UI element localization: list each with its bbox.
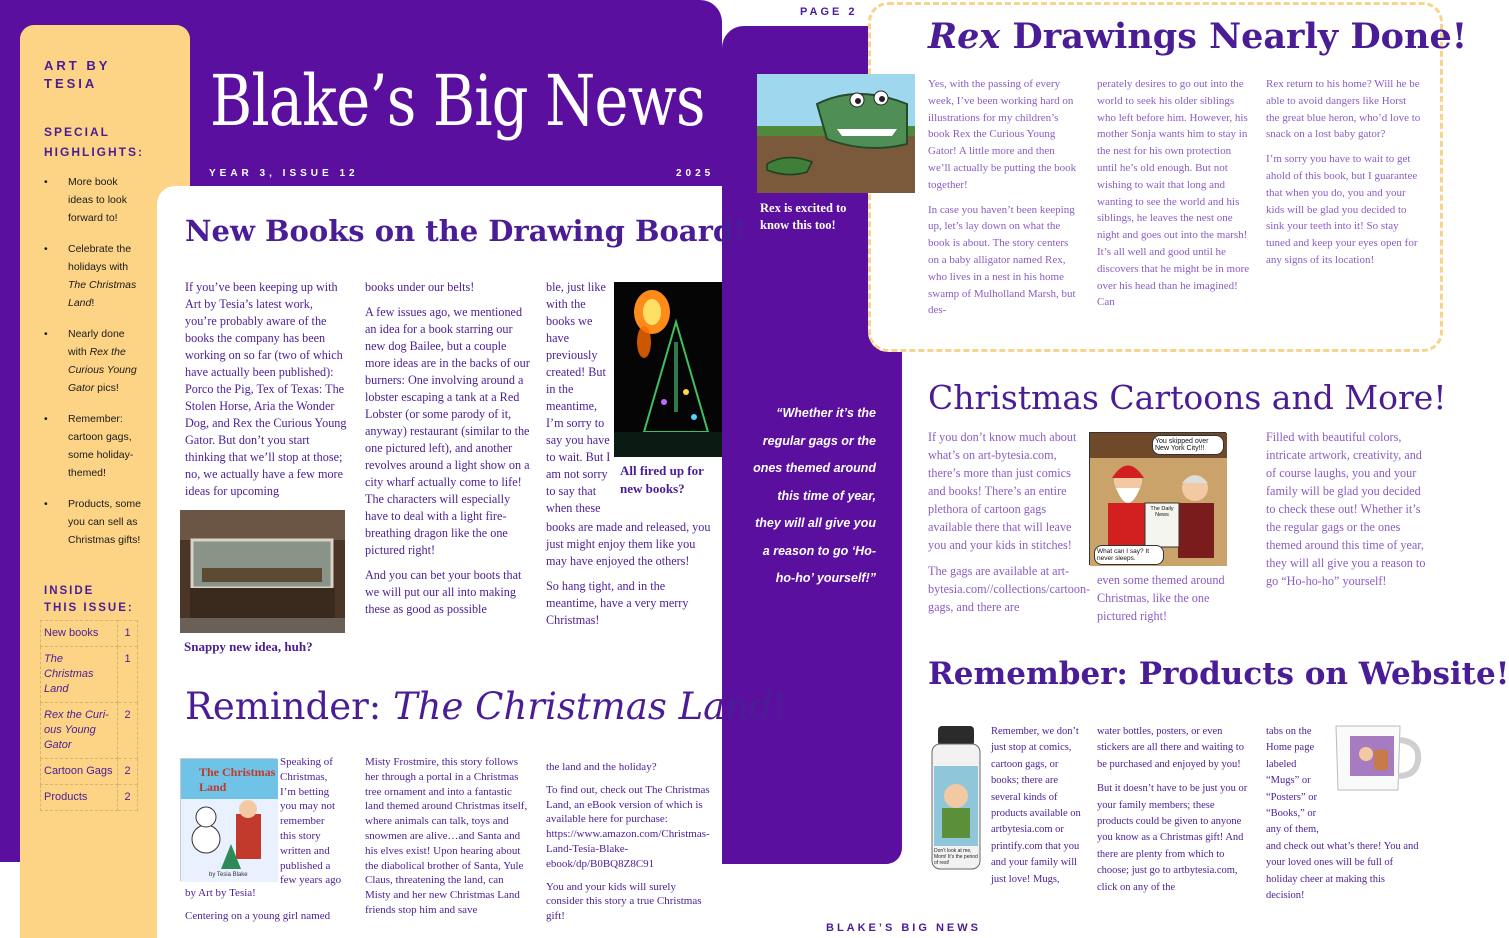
highlights-list <box>44 173 144 562</box>
toc-title[interactable]: Rex the Curi-ous Young Gator <box>41 703 118 759</box>
inside-heading-line-2: THIS ISSUE: <box>44 602 134 614</box>
article-paragraph: To find out, check out The Christmas Land, an eBook version of which is available here for purchase: https://www.amazon.com/Christmas-Land-Tesia-Blake-ebook/dp/B0BQ8Z8C91 <box>546 783 710 870</box>
rex-caption: Rex is excited to know this too! <box>760 201 847 232</box>
water-bottle-product <box>928 726 984 871</box>
article-column <box>185 886 345 932</box>
article-paragraph: Filled with beautiful colors, intricate artwork, creativity, and of course laughs, you and your family will be glad you decided to check these out! Whether it’s the regular gags or the ones themed around this time of year, they will all give you a reason to go “Ho-ho-ho” yourself! <box>1266 430 1426 588</box>
article-column <box>1266 839 1426 913</box>
highlight-item <box>44 173 144 227</box>
article-paragraph: and check out what’s there! You and your loved ones will be full of holiday cheer at making this decision! <box>1266 841 1419 902</box>
mug-product <box>1328 722 1423 794</box>
highlight-title: The Christmas Land <box>68 279 137 309</box>
article-heading-new-books: New Books on the Drawing Board! <box>185 214 746 248</box>
article-paragraph: even some themed around Christmas, like the one pictured right! <box>1097 573 1225 623</box>
highlights-heading <box>44 122 144 162</box>
article-paragraph: The gags are available at art-bytesia.com//collections/cartoon-gags, and there are <box>928 564 1091 614</box>
toc-row[interactable] <box>41 703 138 759</box>
article-column <box>185 279 347 508</box>
article-column <box>280 755 342 896</box>
christmas-land-book-cover <box>180 758 277 881</box>
article-paragraph: tabs on the Home page labeled “Mugs” or “Posters” or “Books,” or any of them, <box>1266 726 1319 836</box>
book-cover-author: by Tesia Blake <box>209 872 248 878</box>
article-paragraph: the land and the holiday? <box>546 761 657 773</box>
santa-cartoon-gag <box>1089 432 1226 565</box>
article-paragraph: If you don’t know much about what’s on art-bytesia.com, there’s more than just comics and books! There’s an entire plethora of cartoon gags available there that will leave you and your kids in stitches! <box>928 430 1077 552</box>
article-paragraph: Centering on a young girl named <box>185 909 331 922</box>
article-column <box>1097 571 1247 633</box>
toc-row[interactable] <box>41 621 138 647</box>
article-paragraph: Yes, with the passing of every week, I’ve been working hard on illustrations for my children’s book Rex the Curious Young Gator! A little more and then we’ll actually be putting the book together! <box>928 78 1077 191</box>
article-column <box>546 279 612 525</box>
highlight-text: Celebrate the holidays with <box>68 243 132 273</box>
article-column <box>928 76 1078 327</box>
highlight-title: Rex the Curious Young Gator <box>68 346 137 394</box>
article-column <box>365 755 530 926</box>
article-column <box>1266 76 1421 277</box>
lobster-tank-photo <box>180 510 345 633</box>
highlights-heading-line-1: SPECIAL <box>44 125 111 139</box>
inside-heading-line-1: INSIDE <box>44 585 95 597</box>
highlight-text: pics! <box>94 382 119 394</box>
article-paragraph: You and your kids will surely consider this story a true Christmas gift! <box>546 880 702 923</box>
toc-page: 1 <box>118 647 138 703</box>
article-column <box>546 519 711 637</box>
book-cover-title: The Christmas Land <box>199 765 276 794</box>
highlight-text: Products, some you can sell as Christmas gifts! <box>68 498 141 546</box>
issue-year: 2025 <box>676 168 715 179</box>
inside-heading <box>44 583 134 617</box>
comic-newspaper: The Daily News <box>1150 506 1174 518</box>
rex-gator-illustration <box>757 74 915 193</box>
highlight-text: Remember: cartoon gags, some holiday-themed! <box>68 413 134 479</box>
toc-page: 2 <box>118 785 138 811</box>
highlight-text: ! <box>91 297 95 309</box>
article-paragraph: books are made and released, you just might enjoy them like you may have enjoyed the others! <box>546 520 711 568</box>
article-column <box>928 428 1091 624</box>
brand-line-2: TESIA <box>44 76 98 91</box>
article-paragraph: A few issues ago, we mentioned an idea for a book starring our new dog Bailee, but a couple more ideas are in the backs of our burners: One involving around a lobster escaping a tank at a Red Lobster (or some parody of it, anyway) restaurant (similar to the one pictured left), and another revolves around a light show on a city wharf actually come to life! The characters will especially have to deal with a light fire-breathing dragon like the one pictured right! <box>365 305 530 557</box>
toc-page: 2 <box>118 703 138 759</box>
table-of-contents <box>40 620 138 811</box>
article-paragraph: But it doesn’t have to be just you or your family members; these products could be given to anyone you know as a Christmas gift! And there are plenty from which to choose; just go to artbytesia.com, click on any of the <box>1097 783 1248 893</box>
newsletter-title: Blake’s Big News <box>210 60 705 142</box>
issue-label: YEAR 3, ISSUE 12 <box>209 168 359 179</box>
heading-text: Drawings Nearly Done! <box>1000 16 1468 57</box>
article-paragraph: books under our belts! <box>365 280 475 294</box>
toc-page: 2 <box>118 759 138 785</box>
highlight-text: More book ideas to look forward to! <box>68 176 127 224</box>
heading-text: Reminder: <box>185 685 393 728</box>
heading-title: Rex <box>928 16 1001 57</box>
article-paragraph: perately desires to go out into the world to seek his older siblings who left before him. However, his mother Sonja wants him to stay in the nest for his own protection until he’s old enough. But not wishing to wait that long and wanting to see the world and his siblings, he leaves the nest one night and goes out into the marsh! It’s all well and good until he discovers that he might be in more over his head than he imagined! Can <box>1097 78 1250 309</box>
article-paragraph: ble, just like with the books we have previously created! But in the meantime, I’m sorry to say you have to wait. But I am not sorry to say that when these <box>546 280 611 515</box>
article-paragraph: by Art by Tesia! <box>185 887 256 899</box>
article-column <box>1266 724 1328 847</box>
article-column <box>1097 76 1252 319</box>
toc-row[interactable] <box>41 785 138 811</box>
toc-row[interactable] <box>41 647 138 703</box>
article-heading-rex <box>928 16 1467 57</box>
heading-text: ! <box>772 685 788 728</box>
highlight-item <box>44 495 144 549</box>
comic-speech-bubble: What can I say? It never sleeps. <box>1094 545 1164 565</box>
pull-quote: “Whether it’s the regular gags or the ones themed around this time of year, they will all give you a reason to go ‘Ho-ho-ho’ yourself!” <box>753 406 876 585</box>
toc-title[interactable]: Cartoon Gags <box>41 759 118 785</box>
highlight-item <box>44 325 144 397</box>
article-paragraph: If you’ve been keeping up with Art by Tesia’s latest work, you’re probably aware of the books the company has been working on so far (two of which have actually been published): Porco the Pig, Tex of Texas: The Stolen Horse, Aria the Wonder Dog, and Rex the Curious Young Gator. But don’t you start thinking that we’ll stop at those; no, we actually have a few more ideas for upcoming <box>185 280 347 498</box>
article-paragraph: Speaking of Christmas, I’m betting you may not remember this story written and published a few years ago <box>280 756 342 887</box>
highlight-item <box>44 240 144 312</box>
article-paragraph: So hang tight, and in the meantime, have a very merry Christmas! <box>546 579 689 627</box>
toc-title[interactable]: Products <box>41 785 118 811</box>
article-heading-cartoons: Christmas Cartoons and More! <box>928 378 1447 417</box>
article-paragraph: I’m sorry you have to wait to get ahold of this book, but I guarantee that when you do, you and your kids will be glad you decided to sink your teeth into it! So stay tuned and keep your eyes open for any signs of its location! <box>1266 153 1418 266</box>
article-paragraph: Remember, we don’t just stop at comics, cartoon gags, or books; there are several kinds of products available on artbytesia.com or printify.com that you and your family will just love! Mugs, <box>991 726 1081 885</box>
article-paragraph: water bottles, posters, or even stickers are all there and waiting to be purchased and enjoyed by you! <box>1097 726 1244 770</box>
toc-title[interactable]: New books <box>41 621 118 647</box>
fire-dragon-photo <box>614 282 722 457</box>
toc-row[interactable] <box>41 759 138 785</box>
article-paragraph: Misty Frostmire, this story follows her through a portal in a Christmas tree ornament and into a fantastic land themed around Christmas itself, where animals can talk, toys and snowmen are alive…and Santa and his elves exist! Upon hearing about the diabolical brother of Santa, Yule Claus, threatening the land, can Misty and her new Christmas Land friends stop him and save <box>365 756 528 916</box>
page-number: PAGE 2 <box>800 6 858 18</box>
toc-page: 1 <box>118 621 138 647</box>
comic-speech-bubble: You skipped over New York City!!! <box>1152 435 1224 455</box>
article-column <box>1266 428 1426 598</box>
article-heading-products: Remember: Products on Website! <box>928 656 1509 692</box>
article-paragraph: Rex return to his home? Will he be able to avoid dangers like Horst the great blue heron, who’d love to snack on a lost baby gator? <box>1266 78 1421 141</box>
highlights-heading-line-2: HIGHLIGHTS: <box>44 145 144 159</box>
bottle-caption-text: Don’t look at me, Mom! It’s the period of rest! <box>934 848 978 866</box>
brand-line-1: ART BY <box>44 58 111 73</box>
highlight-text: Nearly done with <box>68 328 125 358</box>
page-footer: BLAKE’S BIG NEWS <box>826 922 981 934</box>
article-column <box>991 724 1083 896</box>
article-paragraph: In case you haven’t been keeping up, let’s lay down on what the book is about. The story centers on a baby alligator named Rex, who lives in a nest in his home swamp of Mulholland Marsh, but des- <box>928 203 1076 317</box>
article-paragraph: And you can bet your boots that we will put our all into making these as good as possible <box>365 568 522 616</box>
article-column <box>365 279 530 626</box>
brand-label <box>44 57 110 93</box>
heading-title: The Christmas Land <box>393 685 773 728</box>
article-column <box>1097 724 1252 904</box>
article-column <box>546 760 711 932</box>
toc-title[interactable]: The Christmas Land <box>41 647 118 703</box>
highlight-item <box>44 410 144 482</box>
dragon-caption: All fired up for new books? <box>620 463 704 496</box>
lobster-caption: Snappy new idea, huh? <box>184 639 313 654</box>
article-heading-christmas-land <box>185 685 788 728</box>
